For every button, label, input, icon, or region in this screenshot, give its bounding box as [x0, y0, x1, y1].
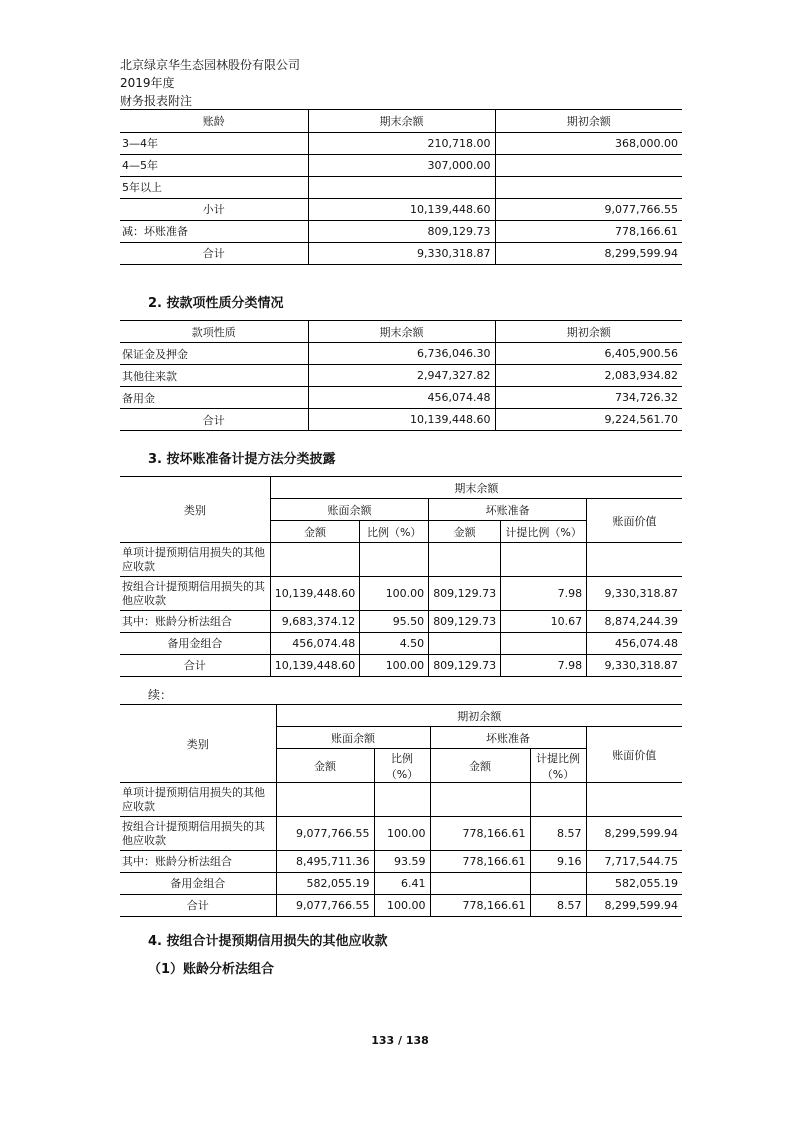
amount-cell — [530, 783, 586, 817]
header-ratio: 比例（%） — [360, 521, 429, 543]
header-period: 期初余额 — [276, 705, 682, 727]
amount-cell — [429, 633, 501, 655]
amount-cell — [501, 543, 587, 577]
table-row — [120, 577, 682, 611]
amount-cell: 778,166.61 — [430, 851, 530, 873]
amount-cell — [587, 543, 682, 577]
section-4-title: 4. 按组合计提预期信用损失的其他应收款 — [148, 934, 388, 949]
row-label: 减：坏账准备 — [120, 220, 308, 242]
column-header: 期初余额 — [495, 110, 682, 132]
row-label: 备用金组合 — [120, 633, 270, 655]
header-category: 类别 — [120, 477, 270, 543]
section-3-title: 3. 按坏账准备计提方法分类披露 — [148, 452, 336, 467]
row-label: 其他往来款 — [120, 365, 308, 387]
header-amount: 金额 — [430, 749, 530, 783]
amount-cell: 2,083,934.82 — [495, 365, 682, 387]
amount-cell: 778,166.61 — [430, 817, 530, 851]
row-label: 保证金及押金 — [120, 343, 308, 365]
amount-cell: 9,683,374.12 — [270, 611, 359, 633]
amount-cell: 809,129.73 — [429, 577, 501, 611]
amount-cell — [429, 543, 501, 577]
header-row — [120, 110, 682, 132]
header-amount: 金额 — [429, 521, 501, 543]
header-ratio: 比例（%） — [374, 749, 430, 783]
row-label: 4—5年 — [120, 154, 308, 176]
amount-cell: 100.00 — [374, 817, 430, 851]
amount-cell: 8.57 — [530, 895, 586, 917]
column-header: 期初余额 — [495, 321, 682, 343]
page-number: 133 / 138 — [371, 1034, 429, 1047]
table-row — [120, 817, 682, 851]
table-row — [120, 176, 682, 198]
amount-cell: 9,330,318.87 — [308, 242, 495, 264]
column-header: 期末余额 — [308, 110, 495, 132]
amount-cell: 6,405,900.56 — [495, 343, 682, 365]
table-row — [120, 409, 682, 431]
page-header — [120, 56, 300, 110]
amount-cell: 809,129.73 — [429, 655, 501, 677]
amount-cell: 9,224,561.70 — [495, 409, 682, 431]
amount-cell: 456,074.48 — [270, 633, 359, 655]
amount-cell: 778,166.61 — [495, 220, 682, 242]
amount-cell: 368,000.00 — [495, 132, 682, 154]
table-row — [120, 851, 682, 873]
row-label: 其中：账龄分析法组合 — [120, 611, 270, 633]
row-label: 备用金组合 — [120, 873, 276, 895]
row-label: 3—4年 — [120, 132, 308, 154]
header-provision-ratio: 计提比例（%） — [501, 521, 587, 543]
row-label: 合计 — [120, 409, 308, 431]
amount-cell: 778,166.61 — [430, 895, 530, 917]
amount-cell: 4.50 — [360, 633, 429, 655]
amount-cell: 10,139,448.60 — [308, 409, 495, 431]
amount-cell: 10,139,448.60 — [270, 655, 359, 677]
amount-cell: 8,299,599.94 — [586, 895, 682, 917]
table-row — [120, 132, 682, 154]
amount-cell — [495, 154, 682, 176]
amount-cell: 456,074.48 — [587, 633, 682, 655]
amount-cell: 100.00 — [360, 577, 429, 611]
amount-cell: 100.00 — [374, 895, 430, 917]
column-header: 期末余额 — [308, 321, 495, 343]
amount-cell — [276, 783, 374, 817]
row-label: 按组合计提预期信用损失的其他应收款 — [120, 577, 270, 611]
amount-cell: 6,736,046.30 — [308, 343, 495, 365]
amount-cell: 10,139,448.60 — [308, 198, 495, 220]
amount-cell: 95.50 — [360, 611, 429, 633]
amount-cell: 9,330,318.87 — [587, 577, 682, 611]
amount-cell: 809,129.73 — [429, 611, 501, 633]
amount-cell: 10.67 — [501, 611, 587, 633]
amount-cell — [495, 176, 682, 198]
row-label: 合计 — [120, 655, 270, 677]
continued-label: 续： — [148, 688, 173, 702]
amount-cell — [430, 783, 530, 817]
header-amount: 金额 — [276, 749, 374, 783]
header-provision-ratio: 计提比例（%） — [530, 749, 586, 783]
column-header: 款项性质 — [120, 321, 308, 343]
row-label: 按组合计提预期信用损失的其他应收款 — [120, 817, 276, 851]
header-book-value: 账面价值 — [586, 727, 682, 783]
amount-cell — [308, 176, 495, 198]
header-bad-debt: 坏账准备 — [429, 499, 587, 521]
row-label: 小计 — [120, 198, 308, 220]
table-row — [120, 783, 682, 817]
amount-cell: 456,074.48 — [308, 387, 495, 409]
amount-cell: 8,299,599.94 — [495, 242, 682, 264]
amount-cell: 8,874,244.39 — [587, 611, 682, 633]
header-period: 期末余额 — [270, 477, 682, 499]
table-row — [120, 220, 682, 242]
header-book-value: 账面价值 — [587, 499, 682, 543]
amount-cell: 8,299,599.94 — [586, 817, 682, 851]
table-row — [120, 365, 682, 387]
report-year: 2019年度 — [120, 76, 175, 90]
amount-cell: 9,330,318.87 — [587, 655, 682, 677]
classification-table-closing — [120, 476, 682, 677]
amount-cell: 7,717,544.75 — [586, 851, 682, 873]
table-row — [120, 873, 682, 895]
header-category: 类别 — [120, 705, 276, 783]
amount-cell: 7.98 — [501, 655, 587, 677]
nature-table — [120, 320, 682, 431]
row-label: 合计 — [120, 242, 308, 264]
amount-cell — [530, 873, 586, 895]
amount-cell: 10,139,448.60 — [270, 577, 359, 611]
amount-cell: 6.41 — [374, 873, 430, 895]
column-header: 账龄 — [120, 110, 308, 132]
company-name: 北京绿京华生态园林股份有限公司 — [120, 58, 301, 72]
header-row — [120, 321, 682, 343]
amount-cell: 9.16 — [530, 851, 586, 873]
aging-table — [120, 110, 682, 265]
table-row — [120, 387, 682, 409]
amount-cell: 9,077,766.55 — [495, 198, 682, 220]
amount-cell: 582,055.19 — [276, 873, 374, 895]
amount-cell: 2,947,327.82 — [308, 365, 495, 387]
amount-cell: 8,495,711.36 — [276, 851, 374, 873]
row-label: 合计 — [120, 895, 276, 917]
table-row — [120, 198, 682, 220]
header-book-balance: 账面余额 — [276, 727, 430, 749]
table-row — [120, 154, 682, 176]
amount-cell: 734,726.32 — [495, 387, 682, 409]
classification-table-opening — [120, 704, 682, 917]
table-row — [120, 343, 682, 365]
amount-cell — [270, 543, 359, 577]
header-amount: 金额 — [270, 521, 359, 543]
table-row — [120, 242, 682, 264]
amount-cell: 7.98 — [501, 577, 587, 611]
table-row — [120, 895, 682, 917]
section-2-title: 2. 按款项性质分类情况 — [148, 296, 284, 311]
amount-cell: 809,129.73 — [308, 220, 495, 242]
amount-cell: 210,718.00 — [308, 132, 495, 154]
amount-cell — [430, 873, 530, 895]
row-label: 单项计提预期信用损失的其他应收款 — [120, 783, 276, 817]
table-row — [120, 633, 682, 655]
section-4-subtitle: （1）账龄分析法组合 — [148, 962, 275, 977]
amount-cell: 9,077,766.55 — [276, 817, 374, 851]
doc-type: 财务报表附注 — [120, 94, 193, 108]
amount-cell: 8.57 — [530, 817, 586, 851]
amount-cell — [374, 783, 430, 817]
amount-cell — [586, 783, 682, 817]
row-label: 备用金 — [120, 387, 308, 409]
amount-cell: 307,000.00 — [308, 154, 495, 176]
amount-cell: 9,077,766.55 — [276, 895, 374, 917]
row-label: 5年以上 — [120, 176, 308, 198]
table-row — [120, 543, 682, 577]
amount-cell — [360, 543, 429, 577]
header-book-balance: 账面余额 — [270, 499, 428, 521]
row-label: 其中：账龄分析法组合 — [120, 851, 276, 873]
row-label: 单项计提预期信用损失的其他应收款 — [120, 543, 270, 577]
table-row — [120, 655, 682, 677]
amount-cell: 582,055.19 — [586, 873, 682, 895]
amount-cell: 100.00 — [360, 655, 429, 677]
amount-cell: 93.59 — [374, 851, 430, 873]
header-bad-debt: 坏账准备 — [430, 727, 586, 749]
table-row — [120, 611, 682, 633]
amount-cell — [501, 633, 587, 655]
